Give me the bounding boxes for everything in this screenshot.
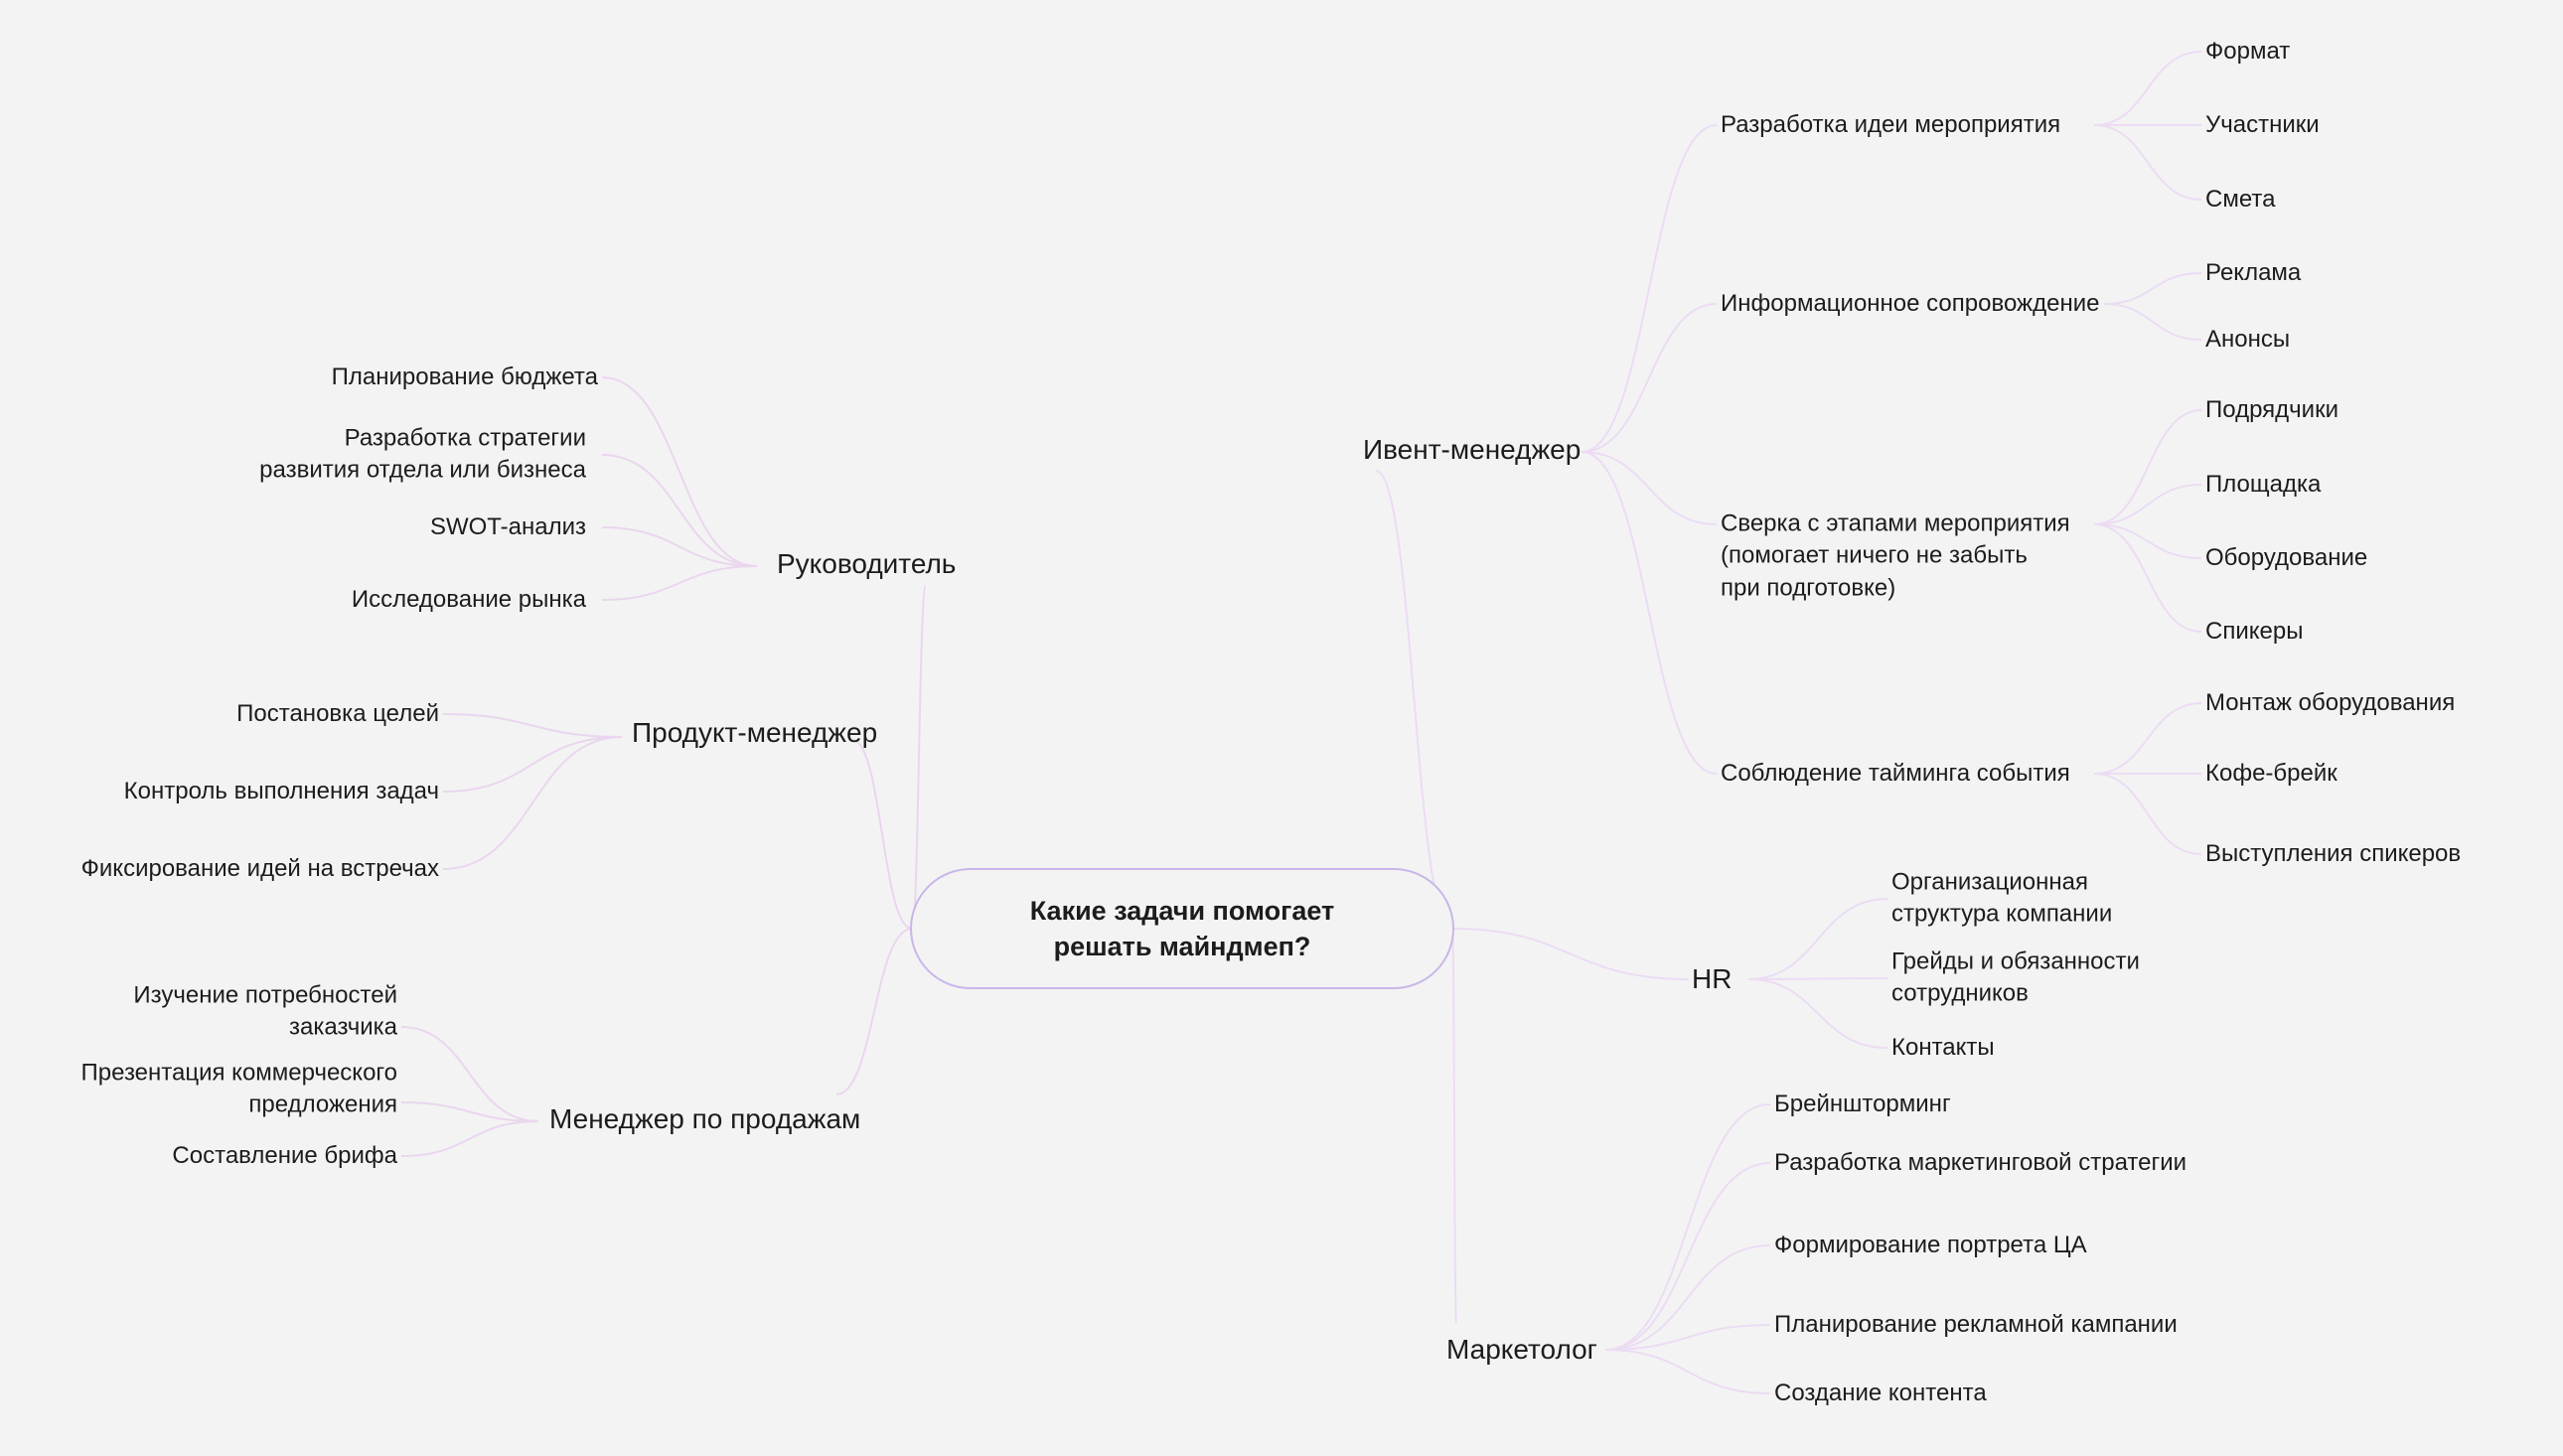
- link-stages-leaf-2: [2094, 524, 2201, 558]
- link-product-leaf-0: [443, 714, 622, 737]
- leaf-participants[interactable]: Участники: [2205, 110, 2320, 138]
- link-timing-leaf-2: [2094, 774, 2201, 854]
- leaf-announcements[interactable]: Анонсы: [2205, 325, 2291, 353]
- leaf-goal-setting[interactable]: Постановка целей: [236, 699, 439, 727]
- leaf-estimate[interactable]: Смета: [2205, 185, 2276, 213]
- link-marketer-leaf-0: [1605, 1104, 1770, 1350]
- link-rukovoditel-leaf-0: [602, 377, 757, 566]
- branch-rukovoditel[interactable]: Руководитель: [777, 548, 957, 580]
- link-event-sub-0: [1582, 125, 1717, 452]
- leaf-commercial-offer[interactable]: Презентация коммерческого предложения: [80, 1059, 397, 1118]
- link-sales-leaf-0: [401, 1027, 538, 1121]
- link-hr-leaf-0: [1748, 899, 1887, 979]
- link-root-sales: [836, 929, 912, 1094]
- leaf-strategy-development[interactable]: Разработка стратегии развития отдела или бизнеса: [259, 424, 586, 484]
- root-node[interactable]: Какие задачи помогает решать майндмеп?: [910, 868, 1454, 989]
- link-event-idea-leaf-2: [2094, 125, 2201, 200]
- link-root-marketer: [1452, 929, 1456, 1323]
- leaf-customer-needs[interactable]: Изучение потребностей заказчика: [133, 981, 397, 1041]
- leaf-speakers[interactable]: Спикеры: [2205, 617, 2304, 645]
- leaf-brainstorming[interactable]: Брейншторминг: [1774, 1090, 1951, 1117]
- link-info-leaf-0: [2104, 273, 2201, 304]
- link-hr-leaf-1: [1748, 978, 1887, 979]
- link-timing-leaf-0: [2094, 703, 2201, 774]
- leaf-venue[interactable]: Площадка: [2205, 470, 2322, 498]
- subbranch-event-stages[interactable]: Сверка с этапами мероприятия (помогает ничего не забыть при подготовке): [1721, 510, 2070, 602]
- leaf-meeting-ideas[interactable]: Фиксирование идей на встречах: [80, 854, 439, 882]
- leaf-equipment[interactable]: Оборудование: [2205, 543, 2368, 571]
- link-product-leaf-1: [443, 737, 622, 792]
- link-info-leaf-1: [2104, 304, 2201, 340]
- link-root-rukovoditel: [912, 586, 926, 929]
- link-marketer-leaf-1: [1605, 1163, 1770, 1350]
- leaf-speaker-talks[interactable]: Выступления спикеров: [2205, 839, 2462, 867]
- branch-event-manager[interactable]: Ивент-менеджер: [1363, 434, 1582, 466]
- link-root-hr: [1452, 929, 1689, 979]
- link-sales-leaf-2: [401, 1121, 538, 1156]
- leaf-org-structure[interactable]: Организационная структура компании: [1891, 868, 2113, 928]
- link-event-idea-leaf-0: [2094, 52, 2201, 125]
- leaf-equipment-setup[interactable]: Монтаж оборудования: [2205, 688, 2456, 716]
- branch-sales-manager[interactable]: Менеджер по продажам: [549, 1103, 861, 1135]
- leaf-format[interactable]: Формат: [2205, 37, 2291, 65]
- leaf-advertising[interactable]: Реклама: [2205, 258, 2302, 286]
- subbranch-info-support[interactable]: Информационное сопровождение: [1721, 289, 2100, 317]
- branch-product-manager[interactable]: Продукт-менеджер: [632, 717, 878, 749]
- leaf-ad-campaign[interactable]: Планирование рекламной кампании: [1774, 1310, 2178, 1338]
- leaf-swot-analysis[interactable]: SWOT-анализ: [429, 512, 586, 540]
- leaf-budget-planning[interactable]: Планирование бюджета: [331, 363, 598, 390]
- leaf-brief[interactable]: Составление брифа: [172, 1141, 397, 1169]
- leaf-target-audience[interactable]: Формирование портрета ЦА: [1774, 1231, 2087, 1258]
- link-rukovoditel-leaf-3: [602, 566, 757, 600]
- link-product-leaf-2: [443, 737, 622, 869]
- link-hr-leaf-2: [1748, 979, 1887, 1048]
- leaf-task-control[interactable]: Контроль выполнения задач: [123, 777, 439, 804]
- leaf-coffee-break[interactable]: Кофе-брейк: [2205, 759, 2337, 787]
- link-root-event: [1376, 471, 1452, 929]
- branch-hr[interactable]: HR: [1692, 963, 1733, 995]
- leaf-content-creation[interactable]: Создание контента: [1774, 1379, 1987, 1406]
- link-marketer-leaf-2: [1605, 1245, 1770, 1350]
- leaf-contacts[interactable]: Контакты: [1891, 1033, 1995, 1061]
- link-event-sub-3: [1582, 452, 1717, 774]
- leaf-contractors[interactable]: Подрядчики: [2205, 395, 2338, 423]
- link-event-sub-1: [1582, 304, 1717, 452]
- leaf-market-research[interactable]: Исследование рынка: [351, 585, 586, 613]
- link-root-product: [852, 740, 912, 929]
- leaf-marketing-strategy[interactable]: Разработка маркетинговой стратегии: [1774, 1148, 2187, 1176]
- subbranch-event-timing[interactable]: Соблюдение тайминга события: [1721, 759, 2070, 787]
- link-stages-leaf-0: [2094, 410, 2201, 524]
- leaf-grades[interactable]: Грейды и обязанности сотрудников: [1891, 947, 2140, 1007]
- branch-marketer[interactable]: Маркетолог: [1446, 1334, 1597, 1366]
- subbranch-event-idea[interactable]: Разработка идеи мероприятия: [1721, 110, 2061, 138]
- link-stages-leaf-1: [2094, 485, 2201, 524]
- link-marketer-leaf-4: [1605, 1350, 1770, 1393]
